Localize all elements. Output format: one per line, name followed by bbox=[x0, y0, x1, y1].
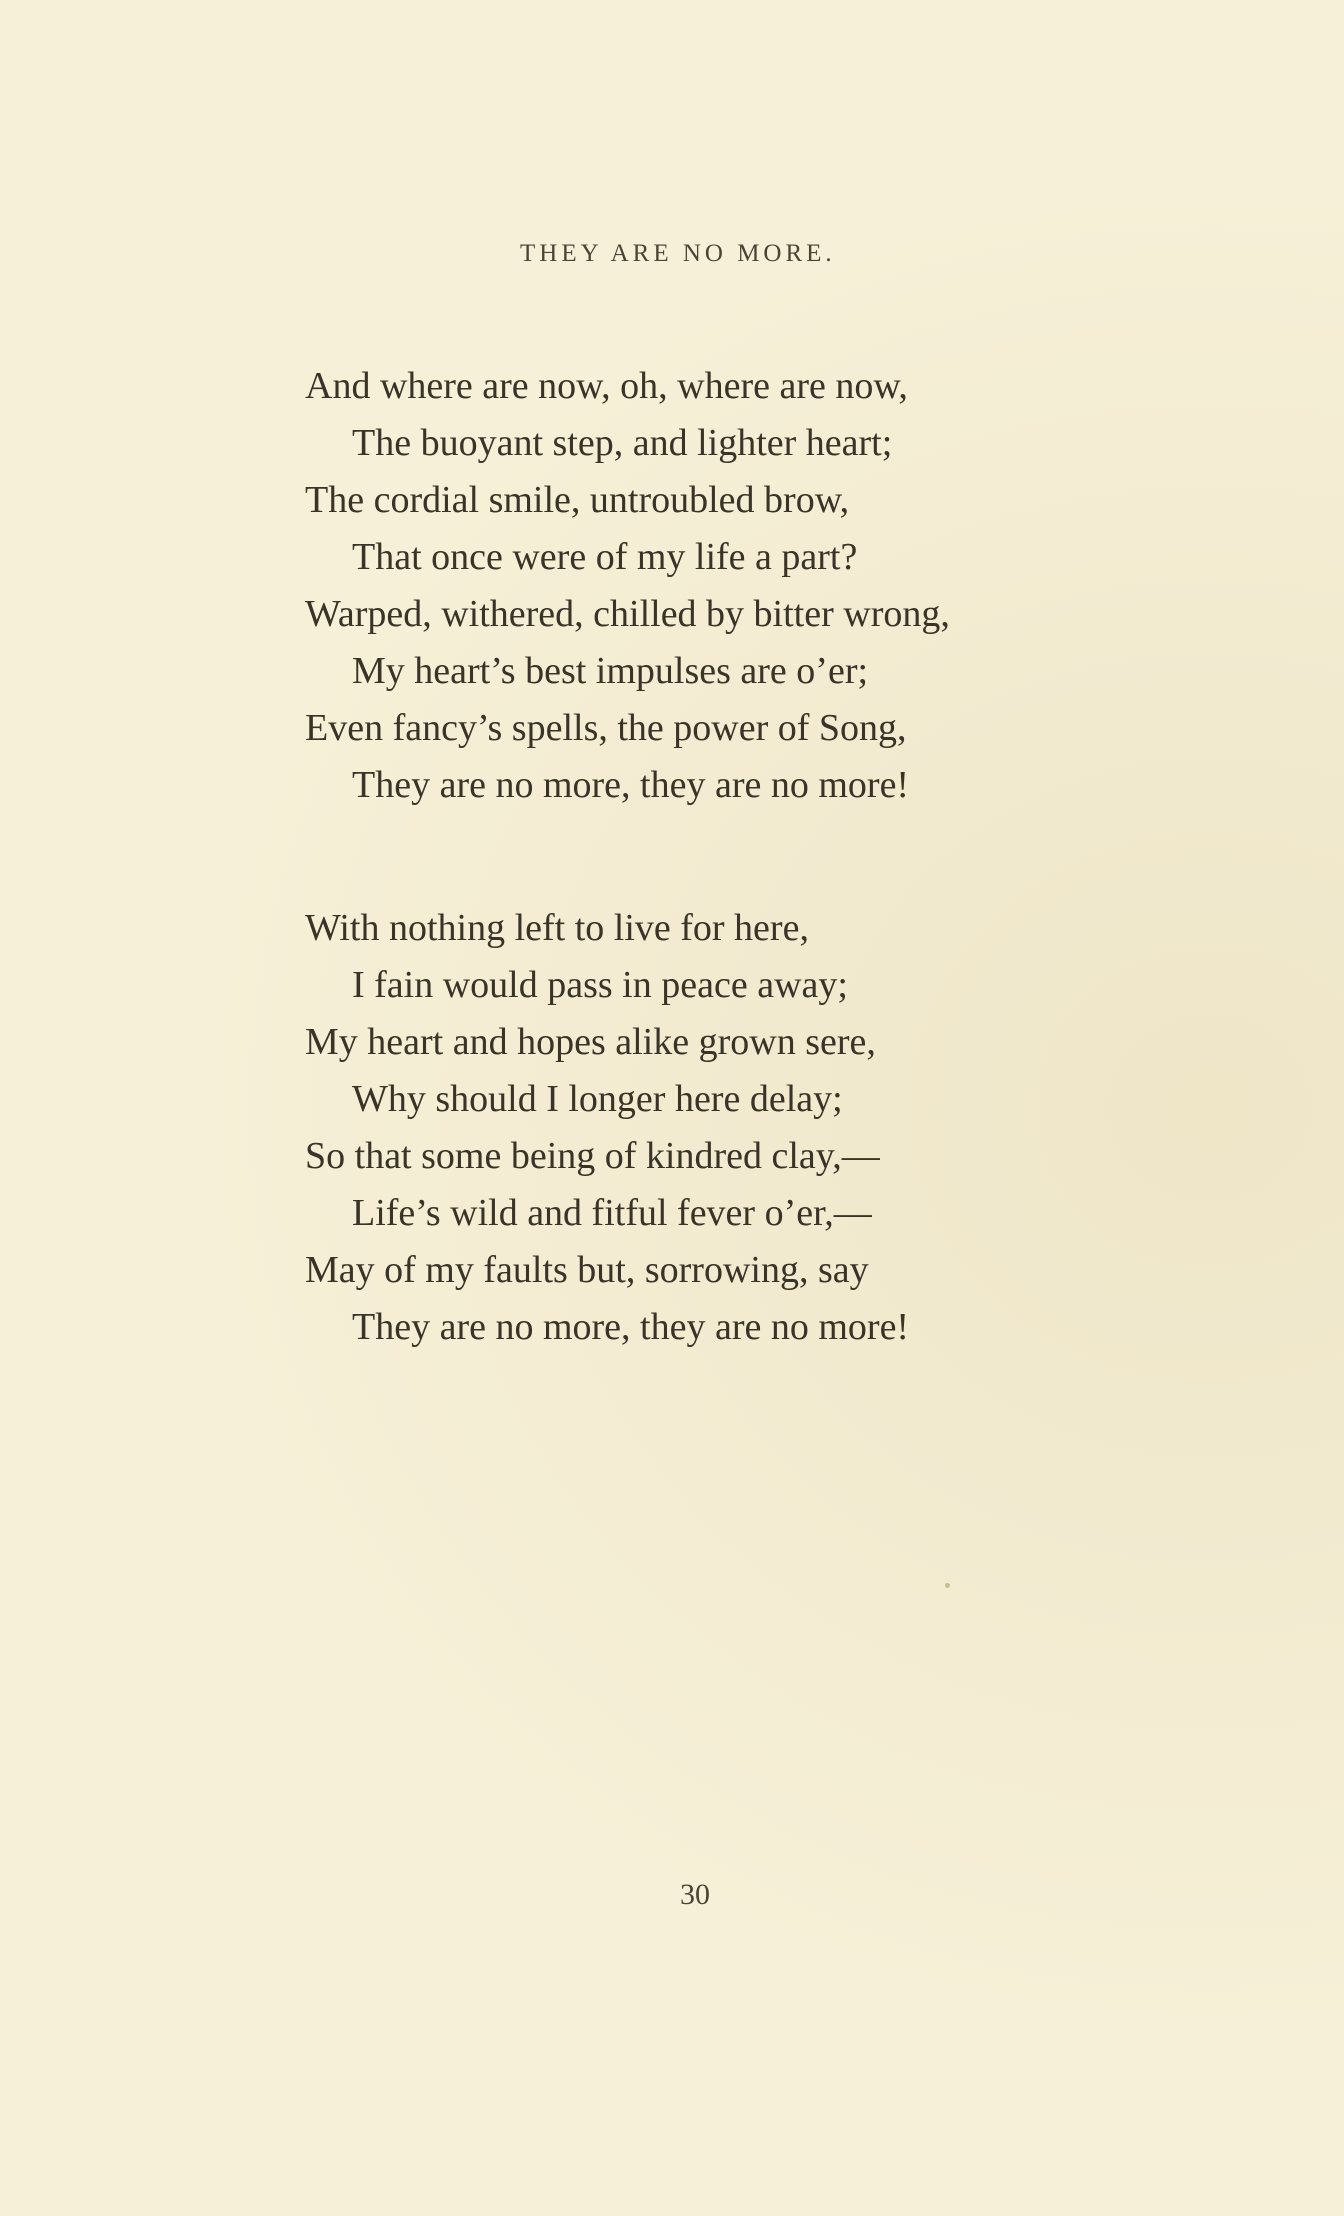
poem-line: Life’s wild and fitful fever o’er,— bbox=[352, 1192, 872, 1234]
poem-line: My heart’s best impulses are o’er; bbox=[352, 650, 869, 692]
poem-line: That once were of my life a part? bbox=[352, 536, 858, 578]
poem-line: May of my faults but, sorrowing, say bbox=[305, 1249, 869, 1291]
poem-line: So that some being of kindred clay,— bbox=[305, 1135, 880, 1177]
stanza-1 bbox=[305, 358, 1205, 814]
poem-line: And where are now, oh, where are now, bbox=[305, 365, 908, 407]
poem-line: Why should I longer here delay; bbox=[352, 1078, 843, 1120]
poem-line: They are no more, they are no more! bbox=[352, 764, 910, 806]
poem-line: The cordial smile, untroubled brow, bbox=[305, 479, 850, 521]
poem-line: The buoyant step, and lighter heart; bbox=[352, 422, 893, 464]
paper-speck bbox=[945, 1583, 950, 1588]
page-number: 30 bbox=[680, 1878, 710, 1911]
poem-line: Warped, withered, chilled by bitter wrong, bbox=[305, 593, 950, 635]
poem-line: They are no more, they are no more! bbox=[352, 1306, 910, 1348]
poem-line: With nothing left to live for here, bbox=[305, 907, 809, 949]
running-head: THEY ARE NO MORE. bbox=[520, 240, 836, 267]
poem-line: My heart and hopes alike grown sere, bbox=[305, 1021, 876, 1063]
poem-line: Even fancy’s spells, the power of Song, bbox=[305, 707, 907, 749]
stanza-2 bbox=[305, 900, 1205, 1356]
poem-line: I fain would pass in peace away; bbox=[352, 964, 848, 1006]
